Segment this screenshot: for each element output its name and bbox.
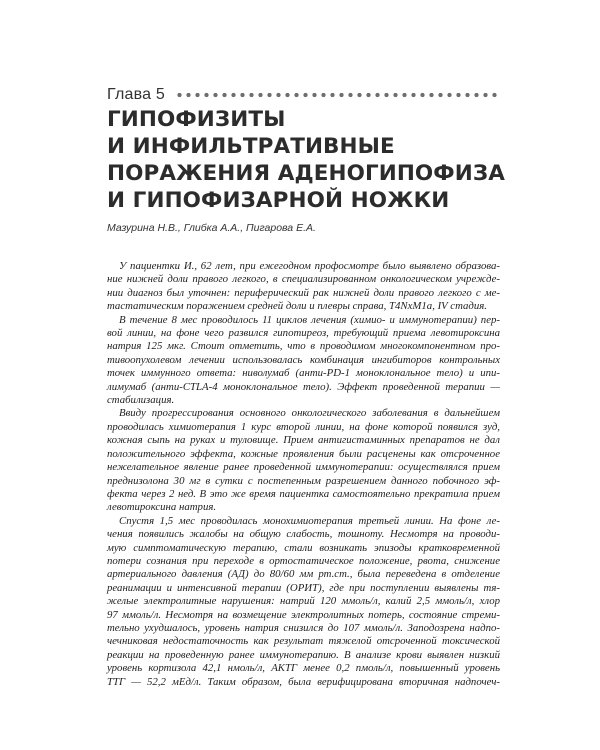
text-line: 97 ммоль/л. Несмотря на возмещение электролитных потерь, состояние стреми- — [107, 608, 500, 621]
text-line: тивоопухолевом лечении использовалась комбинация ингибиторов контрольных — [107, 353, 500, 366]
chapter-title-line: ГИПОФИЗИТЫ — [107, 107, 286, 132]
text-line: У пациентки И., 62 лет, при ежегодном профосмотре было выявлено образова- — [119, 260, 500, 272]
body-text — [107, 260, 500, 689]
dotted-rule — [175, 92, 500, 98]
paragraph — [107, 260, 500, 314]
text-line: В течение 8 мес проводилось 11 циклов лечения (химио- и иммунотерапии) пер- — [119, 313, 500, 326]
paragraph — [107, 515, 500, 689]
text-line: уровень кортизола 42,1 нмоль/л, АКТГ менее 0,2 пмоль/л, повышенный уровень — [107, 662, 500, 675]
text-line: левотироксина натрия. — [107, 501, 217, 514]
text-line: нежелательное явление ранее проведенной иммунотерапии: осуществлялся прием — [107, 461, 500, 474]
text-line: тельно ухудшалось, уровень натрия снизился до 107 ммоль/л. Заподозрена надпо- — [107, 621, 500, 634]
text-line: желые электролитные нарушения: натрий 120 ммоль/л, калий 2,5 ммоль/л, хлор — [107, 595, 500, 608]
text-line: преднизолона 30 мг в сутки с постепенным разрешением данного побочного эф- — [107, 474, 500, 487]
chapter-label: Глава 5 — [107, 86, 165, 103]
chapter-title-line: ПОРАЖЕНИЯ АДЕНОГИПОФИЗА — [107, 161, 505, 186]
text-line: ние нижней доли правого легкого, в специализированном онкологическом учрежде- — [107, 273, 500, 286]
paragraph — [107, 407, 500, 514]
chapter-header — [107, 84, 500, 106]
text-line: нии диагноз был уточнен: периферический рак нижней доли правого легкого с ме- — [107, 286, 500, 299]
text-line: чения появились жалобы на общую слабость, тошноту. Несмотря на проводи- — [107, 528, 500, 541]
text-line: натрия 125 мкг. Стоит отметить, что в проводимом многокомпонентном про- — [107, 340, 500, 353]
paragraph — [107, 314, 500, 408]
text-line: проводилась химиотерапия 1 курс второй линии, на фоне которой появился зуд, — [107, 420, 500, 433]
text-line: реанимации и интенсивной терапии (ОРИТ), где при поступлении выявлены тя- — [107, 581, 500, 594]
text-line: мую симптоматическую терапию, стали возникать эпизоды кратковременной — [107, 541, 500, 554]
text-line: тастатическим поражением средней доли и плевры справа, T4NxM1a, IV стадия. — [107, 300, 487, 313]
text-line: лимумаб (анти-CTLA-4 моноклональное тело). Эффект проведенной терапии — — [107, 380, 500, 393]
text-line: реакции на проведенную ранее иммунотерапию. В анализе крови выявлен низкий — [107, 648, 500, 661]
text-line: потери сознания при переходе в ортостатическое положение, рвота, снижение — [107, 554, 500, 567]
text-line: Ввиду прогрессирования основного онкологического заболевания в дальнейшем — [119, 407, 500, 420]
text-line: кожная сыпь на руках и туловище. Прием антигистаминных препаратов не дал — [107, 434, 500, 447]
text-line: ТТГ — 52,2 мЕд/л. Таким образом, была верифицирована вторичная надпочеч- — [107, 675, 500, 688]
authors: Мазурина Н.В., Глибка А.А., Пигарова Е.А. — [107, 222, 316, 234]
text-line: чечниковая недостаточность как результат тяжелой отсроченной токсической — [107, 635, 500, 648]
text-line: Спустя 1,5 мес проводилась монохимиотерапия третьей линии. На фоне ле- — [119, 514, 500, 527]
text-line: артериального давления (АД) до 80/60 мм рт.ст., была переведена в отделение — [107, 568, 500, 581]
text-line: фекта через 2 нед. В это же время пациентка самостоятельно прекратила прием — [107, 487, 500, 500]
chapter-title — [107, 106, 507, 214]
text-line: точек иммунного ответа: ниволумаб (анти-PD-1 моноклональное тело) и ипи- — [107, 367, 500, 380]
chapter-title-line: И ГИПОФИЗАРНОЙ НОЖКИ — [107, 188, 450, 213]
text-line: стабилизация. — [107, 394, 175, 407]
text-line: вой линии, на фоне чего развился гипотиреоз, требующий приема левотироксина — [107, 327, 500, 340]
text-line: положительного эффекта, кожные проявления были расценены как отсроченное — [107, 447, 500, 460]
chapter-title-line: И ИНФИЛЬТРАТИВНЫЕ — [107, 134, 395, 159]
